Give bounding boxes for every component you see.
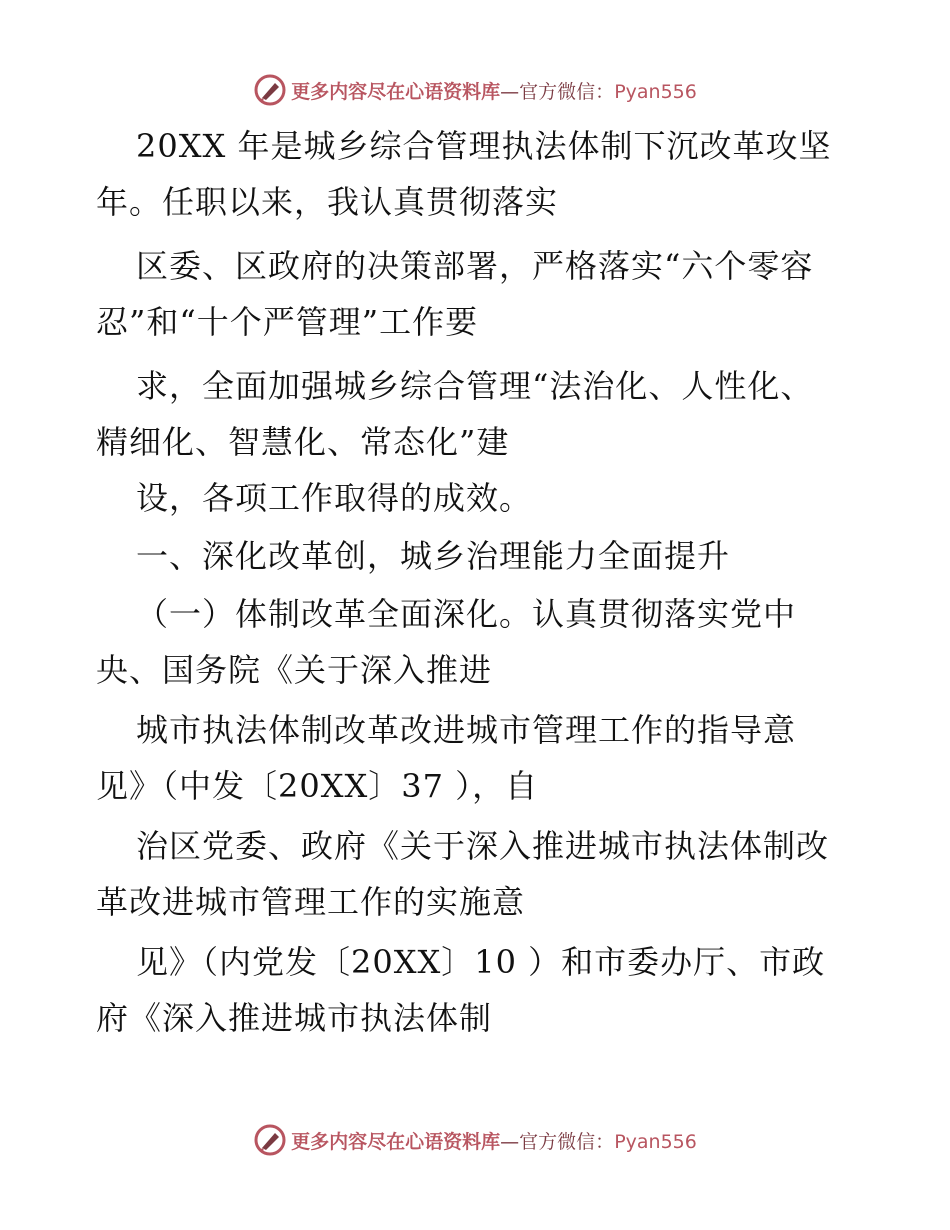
- pen-nib-logo-icon: [253, 1123, 287, 1157]
- text-line: 城市执法体制改革改进城市管理工作的指导意: [136, 711, 797, 749]
- text-line: 央、国务院《关于深入推进: [96, 651, 493, 689]
- banner-text: [291, 1127, 697, 1154]
- banner-dash: —: [500, 80, 520, 103]
- text-line: 设，各项工作取得的成效。: [136, 479, 533, 517]
- text-line: 府《深入推进城市执法体制: [96, 999, 493, 1037]
- text-line: 见》（中发〔20XX〕37 ），自: [96, 767, 539, 805]
- pen-nib-logo-icon: [253, 73, 287, 107]
- banner-wechat-id: Pyan556: [614, 1130, 697, 1153]
- text-line: 区委、区政府的决策部署，严格落实“六个零容: [136, 247, 814, 285]
- banner-text: [291, 77, 697, 104]
- text-line: 20XX 年是城乡综合管理执法体制下沉改革攻坚: [136, 127, 832, 165]
- banner-wechat-id: Pyan556: [614, 80, 697, 103]
- footer-banner: [0, 1120, 950, 1160]
- banner-main-text: 更多内容尽在心语资料库: [291, 1130, 501, 1153]
- text-line: （一）体制改革全面深化。认真贯彻落实党中: [136, 595, 797, 633]
- text-line: 忍”和“十个严管理”工作要: [96, 303, 479, 341]
- banner-official-label: 官方微信：: [519, 80, 615, 103]
- banner-official-label: 官方微信：: [519, 1130, 615, 1153]
- text-line: 见》（内党发〔20XX〕10 ）和市委办厅、市政: [136, 943, 826, 981]
- header-banner: [0, 70, 950, 110]
- banner-dash: —: [500, 1130, 520, 1153]
- section-heading: 一、深化改革创，城乡治理能力全面提升: [136, 537, 731, 575]
- text-line: 精细化、智慧化、常态化”建: [96, 423, 510, 461]
- banner-main-text: 更多内容尽在心语资料库: [291, 80, 501, 103]
- text-line: 治区党委、政府《关于深入推进城市执法体制改: [136, 827, 830, 865]
- text-line: 年。任职以来，我认真贯彻落实: [96, 183, 559, 221]
- text-line: 求，全面加强城乡综合管理“法治化、人性化、: [136, 367, 814, 405]
- text-line: 革改进城市管理工作的实施意: [96, 883, 526, 921]
